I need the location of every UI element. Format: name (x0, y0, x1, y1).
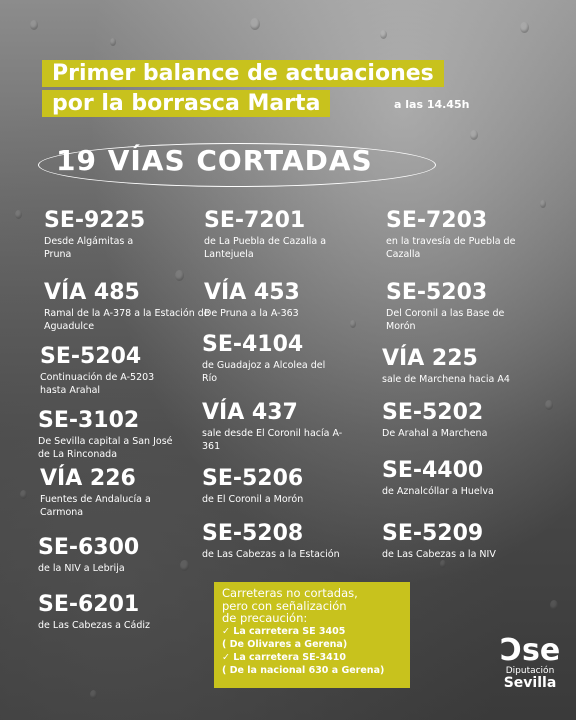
road-desc: sale desde El Coronil hacía A-361 (202, 428, 343, 452)
road-desc: sale de Marchena hacia A4 (382, 374, 510, 385)
road-desc: de El Coronil a Morón (202, 494, 304, 505)
road-desc: Ramal de la A-378 a la Estación de Aguadulce (44, 308, 210, 332)
road-code: VÍA 226 (40, 466, 136, 491)
road-desc: Continuación de A-5203 hasta Arahal (40, 372, 155, 396)
roads-title: 19 VÍAS CORTADAS (56, 144, 373, 177)
road-code: SE-4104 (202, 332, 304, 357)
road-code: SE-6201 (38, 592, 140, 617)
diputacion-sevilla-logo (500, 633, 561, 691)
road-code: SE-4400 (382, 458, 484, 483)
road-desc: de Aznalcóllar a Huelva (382, 486, 494, 497)
road-desc: Desde Algámitas a Pruna (44, 236, 134, 260)
road-desc: de la NIV a Lebrija (38, 563, 125, 574)
road-desc: Fuentes de Andalucía a Carmona (40, 494, 151, 518)
road-item (382, 458, 552, 498)
road-item (382, 521, 552, 561)
notice-line: de precaución: (222, 611, 308, 625)
road-item (38, 592, 208, 632)
road-item (202, 400, 372, 453)
road-item (44, 208, 214, 261)
road-code: SE-7203 (386, 208, 488, 233)
road-item (38, 408, 208, 461)
road-desc: De Sevilla capital a San José de La Rinconada (38, 436, 173, 460)
road-code: SE-5202 (382, 400, 484, 425)
road-item (44, 280, 214, 333)
road-code: SE-5209 (382, 521, 484, 546)
road-item (202, 521, 372, 561)
precaution-notice (214, 582, 410, 688)
road-code: VÍA 453 (204, 280, 300, 305)
road-code: SE-9225 (44, 208, 146, 233)
road-item (204, 208, 374, 261)
notice-item: ( De Olivares a Gerena) (222, 638, 348, 650)
logo-mark: Ↄse (500, 633, 561, 668)
header-time: a las 14.45h (394, 98, 470, 111)
road-code: VÍA 485 (44, 280, 140, 305)
notice-item: ✓ La carretera SE 3405 (222, 625, 346, 637)
road-code: SE-5208 (202, 521, 304, 546)
notice-line: pero con señalización (222, 598, 347, 613)
notice-line: Carreteras no cortadas, (222, 586, 358, 600)
logo-line-2: Sevilla (503, 675, 557, 691)
road-desc: de La Puebla de Cazalla a Lantejuela (204, 236, 327, 260)
road-item (204, 280, 374, 320)
road-desc: de Las Cabezas a la Estación (202, 549, 340, 560)
road-item (382, 346, 552, 386)
road-code: SE-5206 (202, 466, 304, 491)
notice-item: ✓ La carretera SE-3410 (222, 651, 346, 663)
logo-line-1: Diputación (505, 666, 555, 676)
road-desc: Del Coronil a las Base de Morón (386, 308, 505, 332)
road-code: SE-5203 (386, 280, 488, 305)
road-item (38, 535, 208, 575)
notice-item: ( De la nacional 630 a Gerena) (222, 664, 385, 676)
road-desc: De Pruna a la A-363 (204, 308, 299, 319)
road-code: VÍA 437 (202, 400, 298, 425)
road-item (202, 466, 372, 506)
road-desc: en la travesía de Puebla de Cazalla (386, 236, 516, 260)
road-code: SE-5204 (40, 344, 142, 369)
road-code: SE-7201 (204, 208, 306, 233)
road-item (386, 208, 556, 261)
road-item (40, 344, 210, 397)
header-title-line-1: Primer balance de actuaciones (42, 60, 444, 87)
road-desc: de Las Cabezas a Cádiz (38, 620, 151, 631)
road-code: SE-6300 (38, 535, 140, 560)
road-code: VÍA 225 (382, 346, 478, 371)
road-desc: De Arahal a Marchena (382, 428, 488, 439)
road-desc: de Guadajoz a Alcolea del Río (202, 360, 326, 384)
road-item (382, 400, 552, 440)
road-item (202, 332, 372, 385)
road-item (386, 280, 556, 333)
road-desc: de Las Cabezas a la NIV (382, 549, 496, 560)
header-title-line-2: por la borrasca Marta (42, 90, 330, 117)
road-code: SE-3102 (38, 408, 140, 433)
road-item (40, 466, 210, 519)
